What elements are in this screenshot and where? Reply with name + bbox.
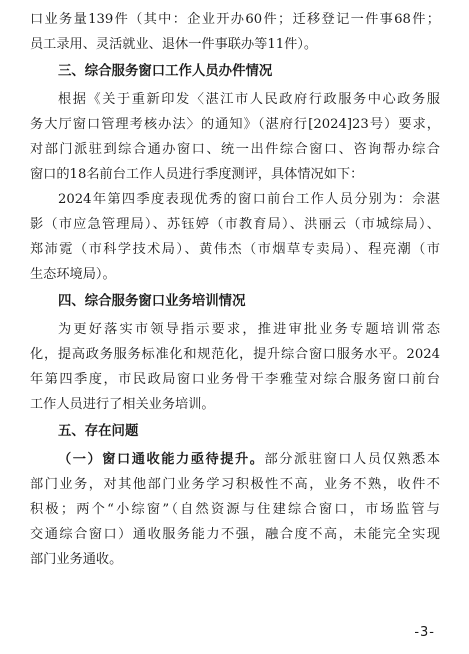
section-3-para1-line-3: 对部门派驻到综合通办窗口、统一出件综合窗口、咨询帮办综合 — [30, 142, 440, 157]
section-5-sub1-line-5: 部门业务通收。 — [30, 552, 123, 567]
page-number: -3- — [414, 625, 435, 640]
section-3-heading: 三、综合服务窗口工作人员办件情况 — [58, 64, 273, 79]
section-3-para1-line-2: 务大厅窗口管理考核办法〉的通知》（湛府行[2024]23号）要求， — [30, 117, 440, 132]
section-4-line-2: 化，提高政务服务标准化和规范化，提升综合窗口服务水平。2024 — [30, 347, 440, 362]
section-5-sub1-line-4: 交通综合窗口）通收服务能力不强，融合度不高，未能完全实现 — [30, 527, 440, 542]
section-3-para1-line-4: 窗口的18名前台工作人员进行季度测评，具体情况如下： — [30, 167, 364, 182]
section-4-line-1: 为更好落实市领导指示要求，推进审批业务专题培训常态 — [58, 322, 440, 337]
stats-line-1: 口业务量139件（其中：企业开办60件；迁移登记一件事68件； — [30, 12, 440, 27]
section-5-sub1-first-rest: 部分派驻窗口人员仅熟悉本 — [264, 452, 440, 467]
section-4-line-4: 工作人员进行了相关业务培训。 — [30, 397, 215, 412]
section-4-heading: 四、综合服务窗口业务培训情况 — [58, 294, 246, 309]
section-5-sub1-line-2: 部门业务，对其他部门业务学习积极性不高，业务不熟，收件不 — [30, 477, 440, 492]
section-3-para2-line-3: 郑沛霓（市科学技术局）、黄伟杰（市烟草专卖局）、程亮潮（市 — [30, 242, 440, 257]
section-3-para2-line-2: 影（市应急管理局）、苏钰婷（市教育局）、洪丽云（市城综局）、 — [30, 217, 440, 232]
section-3-para2-line-1: 2024年第四季度表现优秀的窗口前台工作人员分别为：佘湛 — [58, 192, 440, 207]
section-3-para2-line-4: 生态环境局）。 — [30, 267, 116, 282]
section-5-heading: 五、存在问题 — [58, 424, 139, 439]
section-4-line-3: 年第四季度，市民政局窗口业务骨干李雅莹对综合服务窗口前台 — [30, 372, 440, 387]
section-5-sub1-line-1 — [58, 450, 440, 469]
section-5-sub1-line-3: 积极；两个“小综窗”（自然资源与住建综合窗口，市场监管与 — [30, 502, 440, 517]
stats-line-2: 员工录用、灵活就业、退休一件事联办等11件）。 — [30, 37, 318, 52]
section-3-para1-line-1: 根据《关于重新印发〈湛江市人民政府行政服务中心政务服 — [58, 92, 440, 107]
section-5-sub1-title: （一）窗口通收能力亟待提升。 — [58, 452, 265, 467]
